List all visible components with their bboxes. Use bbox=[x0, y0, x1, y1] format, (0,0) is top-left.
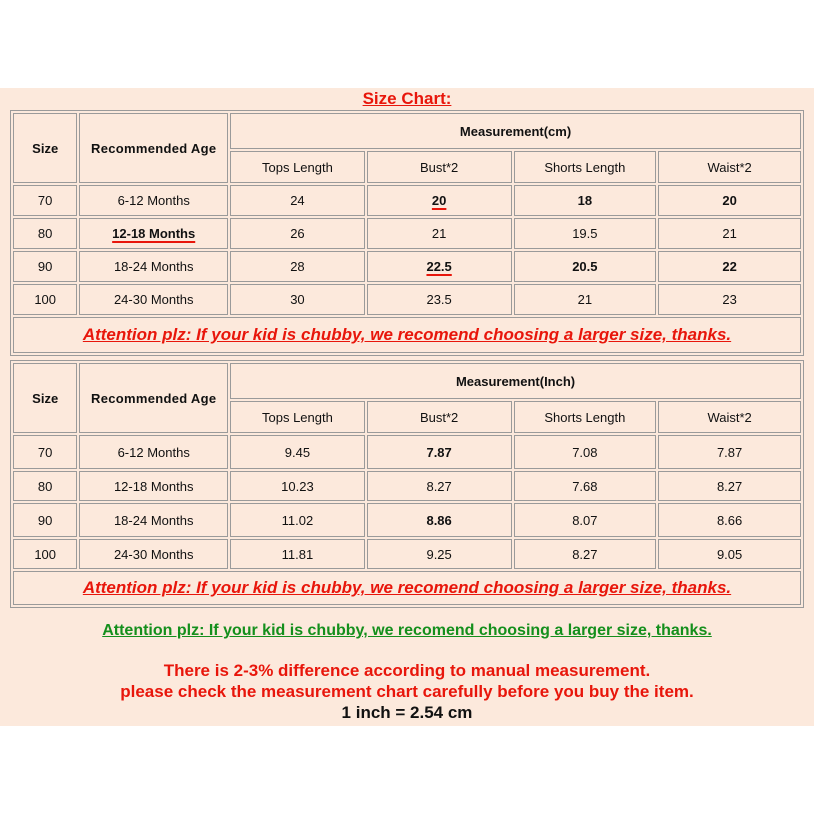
shorts-length-header: Shorts Length bbox=[514, 151, 657, 183]
shorts-cell: 20.5 bbox=[514, 251, 657, 282]
size-table-inch bbox=[10, 360, 804, 608]
age-cell: 18-24 Months bbox=[79, 251, 228, 282]
inch-conversion-note: 1 inch = 2.54 cm bbox=[341, 703, 473, 722]
recommended-age-header: Recommended Age bbox=[79, 113, 228, 183]
size-cell: 100 bbox=[13, 284, 77, 315]
measurement-header: Measurement(Inch) bbox=[230, 363, 801, 399]
waist-cell: 8.66 bbox=[658, 503, 801, 537]
table-row bbox=[13, 218, 801, 249]
age-cell: 12-18 Months bbox=[79, 218, 228, 249]
bust-cell: 20 bbox=[367, 185, 512, 216]
size-cell: 80 bbox=[13, 471, 77, 501]
tops-length-header: Tops Length bbox=[230, 401, 365, 433]
size-table-cm bbox=[10, 110, 804, 356]
measurement-header: Measurement(cm) bbox=[230, 113, 801, 149]
size-cell: 70 bbox=[13, 185, 77, 216]
attention-note: Attention plz: If your kid is chubby, we recomend choosing a larger size, thanks. bbox=[13, 571, 801, 605]
table-row bbox=[13, 435, 801, 469]
shorts-cell: 21 bbox=[514, 284, 657, 315]
bust-cell: 8.86 bbox=[367, 503, 512, 537]
shorts-cell: 8.07 bbox=[514, 503, 657, 537]
bust-cell: 9.25 bbox=[367, 539, 512, 569]
tops-cell: 24 bbox=[230, 185, 365, 216]
waist-cell: 7.87 bbox=[658, 435, 801, 469]
waist-cell: 22 bbox=[658, 251, 801, 282]
shorts-cell: 19.5 bbox=[514, 218, 657, 249]
age-cell: 24-30 Months bbox=[79, 539, 228, 569]
shorts-length-header: Shorts Length bbox=[514, 401, 657, 433]
table-row bbox=[13, 284, 801, 315]
tops-cell: 30 bbox=[230, 284, 365, 315]
waist-header: Waist*2 bbox=[658, 401, 801, 433]
table-row bbox=[13, 185, 801, 216]
table-row bbox=[13, 251, 801, 282]
table-row bbox=[13, 503, 801, 537]
tops-cell: 11.02 bbox=[230, 503, 365, 537]
waist-cell: 9.05 bbox=[658, 539, 801, 569]
tops-cell: 28 bbox=[230, 251, 365, 282]
attention-note: Attention plz: If your kid is chubby, we recomend choosing a larger size, thanks. bbox=[13, 317, 801, 353]
tops-cell: 9.45 bbox=[230, 435, 365, 469]
bust-header: Bust*2 bbox=[367, 401, 512, 433]
tops-cell: 11.81 bbox=[230, 539, 365, 569]
age-cell: 6-12 Months bbox=[79, 185, 228, 216]
waist-cell: 8.27 bbox=[658, 471, 801, 501]
recommended-age-header: Recommended Age bbox=[79, 363, 228, 433]
bust-cell: 22.5 bbox=[367, 251, 512, 282]
shorts-cell: 18 bbox=[514, 185, 657, 216]
age-cell: 12-18 Months bbox=[79, 471, 228, 501]
size-header: Size bbox=[13, 113, 77, 183]
waist-cell: 23 bbox=[658, 284, 801, 315]
size-cell: 100 bbox=[13, 539, 77, 569]
green-attention-note: Attention plz: If your kid is chubby, we recomend choosing a larger size, thanks. bbox=[102, 622, 712, 639]
table-row bbox=[13, 471, 801, 501]
tops-length-header: Tops Length bbox=[230, 151, 365, 183]
size-header: Size bbox=[13, 363, 77, 433]
shorts-cell: 7.08 bbox=[514, 435, 657, 469]
bust-cell: 8.27 bbox=[367, 471, 512, 501]
table-row bbox=[13, 539, 801, 569]
tops-cell: 26 bbox=[230, 218, 365, 249]
shorts-cell: 7.68 bbox=[514, 471, 657, 501]
size-cell: 90 bbox=[13, 503, 77, 537]
bust-header: Bust*2 bbox=[367, 151, 512, 183]
size-cell: 90 bbox=[13, 251, 77, 282]
size-cell: 70 bbox=[13, 435, 77, 469]
page-title: Size Chart: bbox=[362, 89, 452, 108]
waist-cell: 20 bbox=[658, 185, 801, 216]
tops-cell: 10.23 bbox=[230, 471, 365, 501]
bust-cell: 7.87 bbox=[367, 435, 512, 469]
age-cell: 6-12 Months bbox=[79, 435, 228, 469]
age-cell: 24-30 Months bbox=[79, 284, 228, 315]
check-chart-note: please check the measurement chart carefully before you buy the item. bbox=[120, 682, 694, 701]
waist-header: Waist*2 bbox=[658, 151, 801, 183]
bust-cell: 21 bbox=[367, 218, 512, 249]
size-cell: 80 bbox=[13, 218, 77, 249]
age-cell: 18-24 Months bbox=[79, 503, 228, 537]
shorts-cell: 8.27 bbox=[514, 539, 657, 569]
difference-note: There is 2-3% difference according to manual measurement. bbox=[163, 661, 651, 680]
bust-cell: 23.5 bbox=[367, 284, 512, 315]
waist-cell: 21 bbox=[658, 218, 801, 249]
